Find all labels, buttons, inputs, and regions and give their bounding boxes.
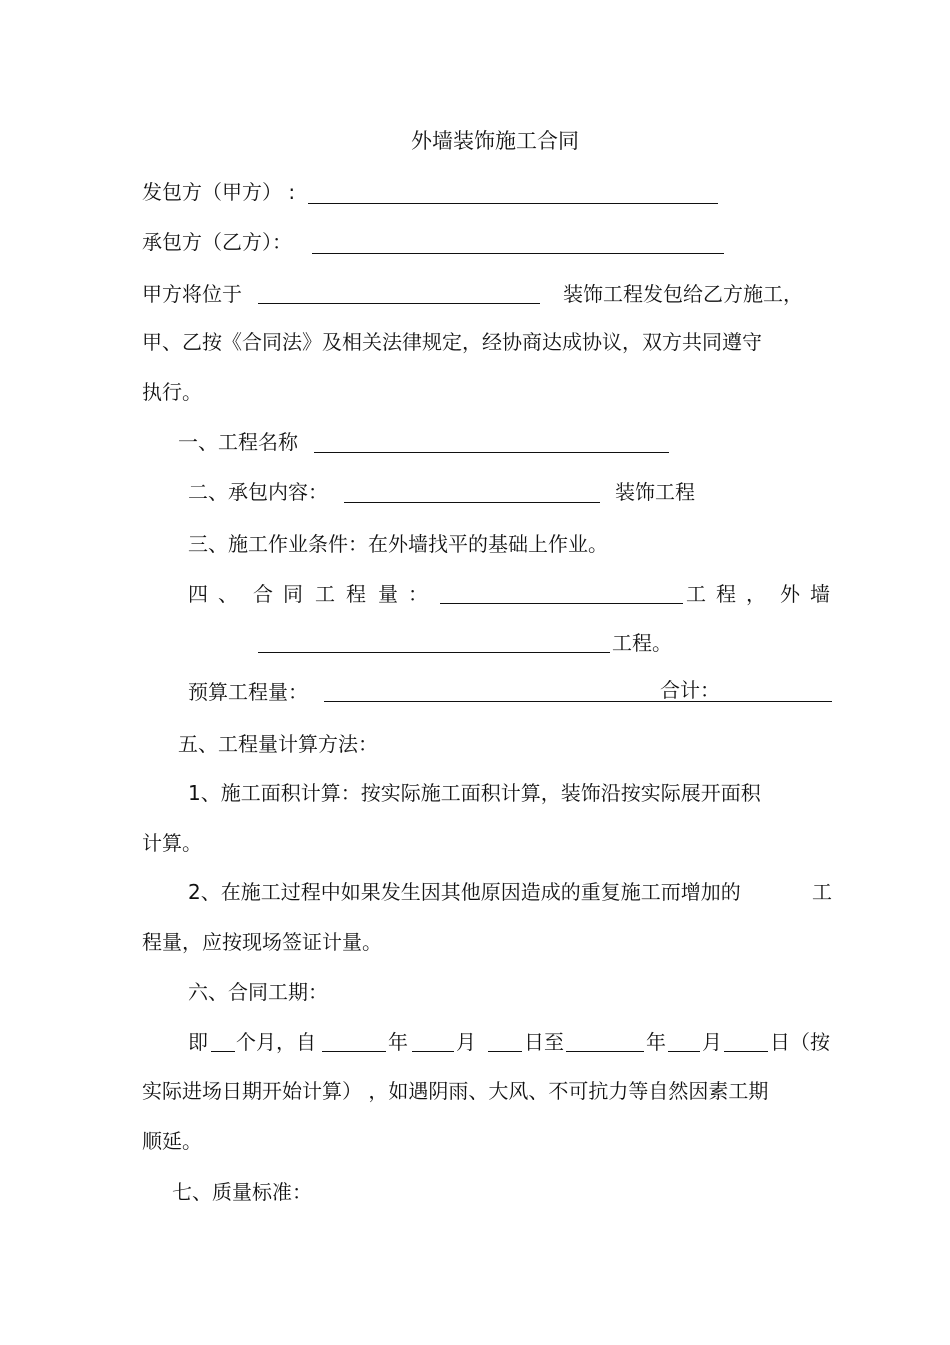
section-1-project-name: 一、工程名称 xyxy=(178,430,298,454)
period-month-2: 月 xyxy=(702,1030,722,1054)
intro-text-end: 装饰工程发包给乙方施工， xyxy=(563,282,803,306)
section-3-conditions: 三、施工作业条件：在外墙找平的基础上作业。 xyxy=(188,532,608,556)
start-month-blank xyxy=(412,1051,454,1052)
period-line-2: 实际进场日期开始计算） ，如遇阴雨、大风、不可抗力等自然因素工期 xyxy=(142,1079,769,1103)
section-7-heading: 七、质量标准： xyxy=(172,1180,312,1204)
section-2-contract-scope: 二、承包内容： xyxy=(188,480,328,504)
scope-blank xyxy=(344,502,600,503)
sec4-char: ： xyxy=(408,582,428,606)
party-b-blank xyxy=(312,253,724,254)
section-5-item-2-line-1: 2、在施工过程中如果发生因其他原因造成的重复施工而增加的 xyxy=(188,880,741,904)
sec4-tail-char: 墙 xyxy=(810,582,830,606)
period-day-2: 日（按 xyxy=(770,1030,830,1054)
budget-label: 预算工程量： xyxy=(188,680,308,704)
end-day-blank xyxy=(724,1051,768,1052)
section-4-tail xyxy=(686,580,836,608)
section-5-item-2-line-2: 程量，应按现场签证计量。 xyxy=(142,930,382,954)
section-6-heading: 六、合同工期： xyxy=(188,980,328,1004)
budget-blank xyxy=(324,701,832,702)
period-ji: 即 xyxy=(188,1030,208,1054)
section-4-line2: 工程。 xyxy=(612,631,672,655)
section-5-item-1-line-2: 计算。 xyxy=(142,831,202,855)
sec4-char: 程 xyxy=(346,582,366,606)
sec4-tail-char: 外 xyxy=(780,582,800,606)
period-line-3: 顺延。 xyxy=(142,1129,202,1153)
sec4-tail-char: ， xyxy=(746,582,766,606)
section-5-heading: 五、工程量计算方法： xyxy=(178,732,378,756)
quantity-blank xyxy=(440,603,683,604)
party-b-label: 承包方（乙方）： xyxy=(142,230,292,254)
intro-line-2: 甲、乙按《合同法》及相关法律规定，经协商达成协议，双方共同遵守 xyxy=(142,330,762,354)
intro-text-start: 甲方将位于 xyxy=(142,282,242,306)
start-day-blank xyxy=(488,1051,522,1052)
sec4-char: 、 xyxy=(218,582,238,606)
period-year-1: 年 xyxy=(388,1030,408,1054)
sec4-char: 工 xyxy=(315,582,335,606)
period-year-2: 年 xyxy=(646,1030,666,1054)
sec4-char: 合 xyxy=(253,582,273,606)
scope-suffix: 装饰工程 xyxy=(615,480,695,504)
document-title: 外墙装饰施工合同 xyxy=(411,129,579,153)
outer-wall-blank xyxy=(258,652,610,653)
party-a-label: 发包方（甲方） : xyxy=(142,180,296,204)
sec4-char: 同 xyxy=(283,582,303,606)
month-count-blank xyxy=(211,1051,235,1052)
period-day-to: 日至 xyxy=(524,1030,564,1054)
location-blank xyxy=(258,303,540,304)
end-month-blank xyxy=(668,1051,700,1052)
total-label: 合计： xyxy=(660,678,720,702)
sec4-char: 量 xyxy=(378,582,398,606)
end-year-blank xyxy=(566,1051,644,1052)
sec4-tail-char: 工 xyxy=(686,582,706,606)
section-5-item-2-line-1-end: 工 xyxy=(812,880,832,904)
start-year-blank xyxy=(322,1051,386,1052)
sec4-tail-char: 程 xyxy=(716,582,736,606)
project-name-blank xyxy=(314,452,669,453)
period-month-1: 月 xyxy=(456,1030,476,1054)
intro-line-3: 执行。 xyxy=(142,380,202,404)
section-5-item-1-line-1: 1、施工面积计算：按实际施工面积计算，装饰沿按实际展开面积 xyxy=(188,781,761,805)
period-month-count: 个月，自 xyxy=(236,1030,316,1054)
party-a-blank xyxy=(308,203,718,204)
sec4-char: 四 xyxy=(188,582,208,606)
